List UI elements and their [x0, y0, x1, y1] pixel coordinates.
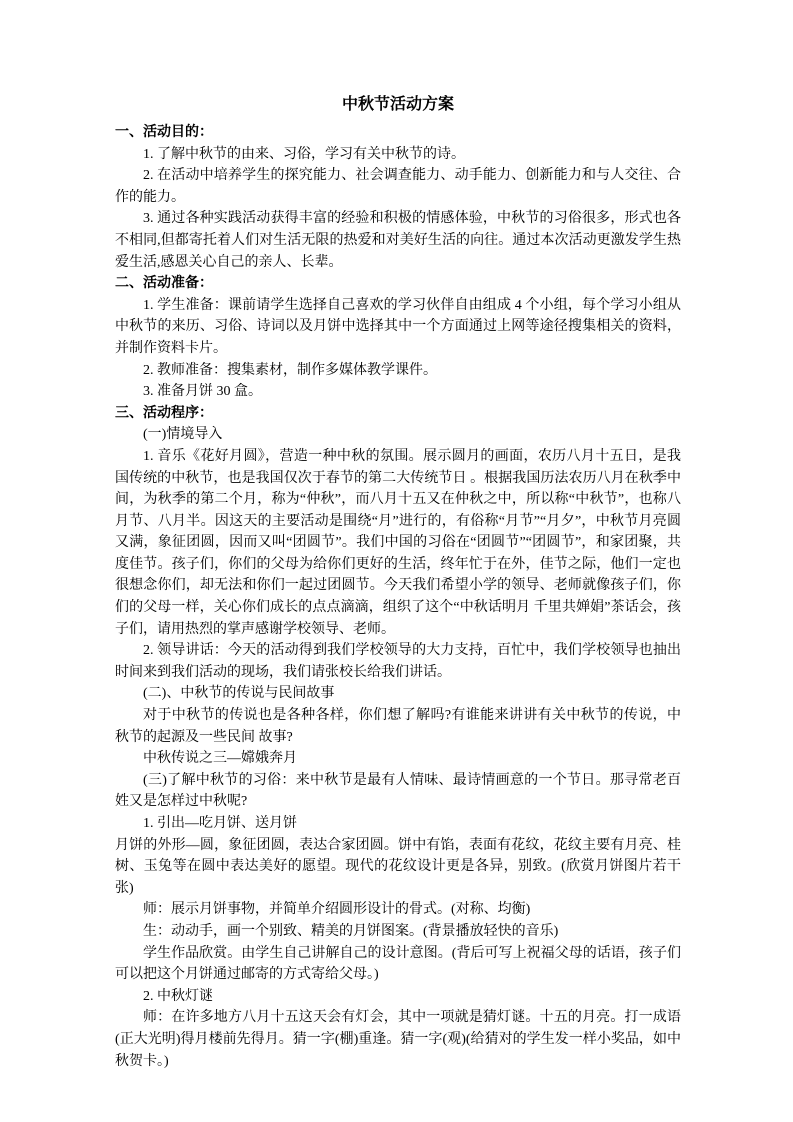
- paragraph: 中秋传说之三—嫦娥奔月: [143, 751, 297, 767]
- paragraph: 学生作品欣赏。由学生自己讲解自己的设计意图。(背后可写上祝福父母的话语，孩子们可以把这个月饼通过邮寄的方式寄给父母。): [115, 945, 681, 983]
- paragraph: (二)、中秋节的传说与民间故事: [143, 686, 335, 702]
- paragraph: (三)了解中秋节的习俗：来中秋节是最有人情味、最诗情画意的一个节日。那寻常老百姓又是怎样过中秋呢?: [115, 772, 681, 810]
- paragraph: 月饼的外形—圆，象征团圆，表达合家团圆。饼中有馅，表面有花纹，花纹主要有月亮、桂树、玉兔等在圆中表达美好的愿望。现代的花纹设计更是各异，别致。(欣赏月饼图片若干张): [115, 837, 681, 896]
- paragraph: 1. 引出—吃月饼、送月饼: [143, 816, 297, 831]
- paragraph: 2. 领导讲话：今天的活动得到我们学校领导的大力支持，百忙中，我们学校领导也抽出时间来到我们活动的现场，我们请张校长给我们讲话。: [115, 643, 681, 680]
- section-heading: 二、活动准备：: [115, 276, 213, 292]
- paragraph: 师：展示月饼事物，并简单介绍圆形设计的骨式。(对称、均衡): [143, 902, 531, 918]
- paragraph: 1. 了解中秋节的由来、习俗，学习有关中秋节的诗。: [143, 146, 465, 162]
- paragraph: 生：动动手，画一个别致、精美的月饼图案。(背景播放轻快的音乐): [143, 923, 559, 939]
- paragraph: 1. 学生准备：课前请学生选择自己喜欢的学习伙伴自由组成 4 个小组，每个学习小组从中秋节的来历、习俗、诗词以及月饼中选择其中一个方面通过上网等途径搜集相关的资料，并制作资料卡片。: [115, 297, 681, 356]
- document-body: [115, 122, 681, 1072]
- paragraph: 3. 准备月饼 30 盒。: [143, 384, 262, 400]
- paragraph: 2. 教师准备：搜集素材，制作多媒体教学课件。: [143, 362, 437, 378]
- paragraph: 对于中秋节的传说也是各种各样，你们想了解吗?有谁能来讲讲有关中秋节的传说，中秋节的起源及一些民间 故事?: [115, 708, 681, 745]
- paragraph: 师：在许多地方八月十五这天会有灯会，其中一项就是猜灯谜。十五的月亮。打一成语(正大光明)得月楼前先得月。猜一字(棚)重逢。猜一字(观)(给猜对的学生发一样小奖品，如中秋贺卡。): [115, 1010, 681, 1069]
- section-heading: 一、活动目的：: [115, 125, 213, 140]
- paragraph: 3. 通过各种实践活动获得丰富的经验和积极的情感体验，中秋节的习俗很多，形式也各不相同,但都寄托着人们对生活无限的热爱和对美好生活的向往。通过本次活动更激发学生热爱生活,感恩关心自己的亲人、长辈。: [115, 211, 681, 270]
- paragraph: (一)情境导入: [143, 427, 223, 443]
- paragraph: 2. 中秋灯谜: [143, 988, 213, 1004]
- document-title: 中秋节活动方案: [341, 96, 454, 113]
- paragraph: 2. 在活动中培养学生的探究能力、社会调查能力、动手能力、创新能力和与人交往、合作的能力。: [115, 168, 681, 205]
- section-heading: 三、活动程序：: [115, 405, 213, 421]
- paragraph: 1. 音乐《花好月圆》，营造一种中秋的氛围。展示圆月的画面，农历八月十五日，是我国传统的中秋节，也是我国仅次于春节的第二大传统节日 。根据我国历法农历八月在秋季中间，为秋季的第二个月，称为“仲秋”，而八月十五又在仲秋之中，所以称“中秋节”，也称八月节、八月半。因这天的主要活动是围绕“月”进行的，有俗称“月节”“月夕”，中秋节月亮圆又满，象征团圆，因而又叫“团圆节”。我们中国的习俗在“团圆节”“团圆节”，和家团聚，共度佳节。孩子们，你们的父母为给你们更好的生活，终年忙于在外，佳节之际，他们一定也很想念你们，却无法和你们一起过团圆节。今天我们希望小学的领导、老师就像孩子们，你们的父母一样，关心你们成长的点点滴滴，组织了这个“中秋话明月 千里共婵娟”茶话会，孩子们，请用热烈的掌声感谢学校领导、老师。: [115, 448, 681, 637]
